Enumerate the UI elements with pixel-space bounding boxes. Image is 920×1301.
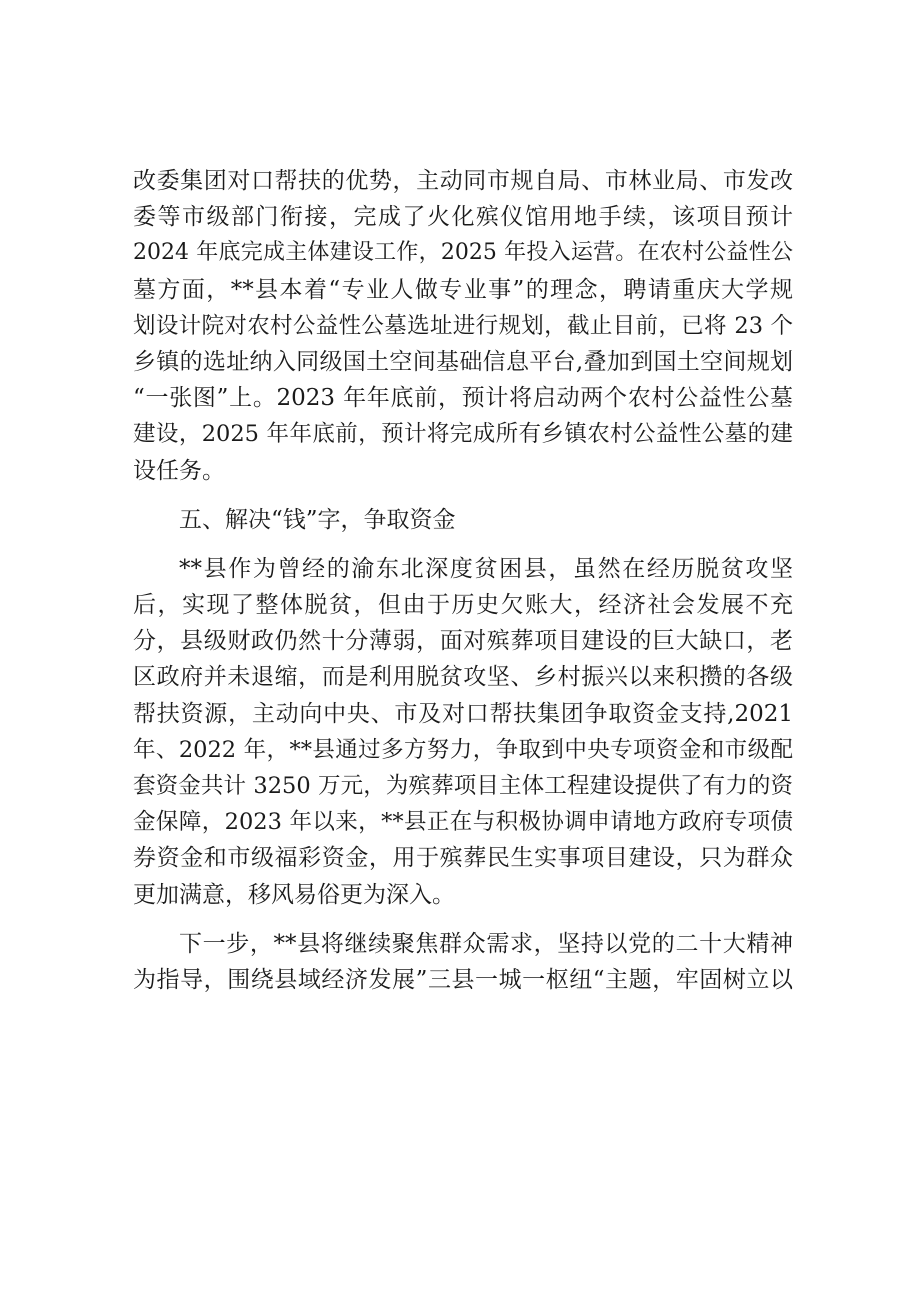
text-line: 下一步，**县将继续聚焦群众需求，坚持以党的二十大精神 [179, 930, 793, 957]
text-line: 划设计院对农村公益性公墓选址进行规划，截止目前，已将 23 个 [133, 312, 793, 339]
section-heading: 五、解决“钱”字，争取资金 [179, 506, 456, 533]
text-line: 墓方面，**县本着“专业人做专业事”的理念，聘请重庆大学规 [133, 276, 793, 303]
document-body [133, 163, 793, 998]
text-line: 更加满意，移风易俗更为深入。 [133, 881, 455, 908]
text-line: **县作为曾经的渝东北深度贫困县，虽然在经历脱贫攻坚 [179, 555, 793, 582]
text-line: 建设，2025 年年底前，预计将完成所有乡镇农村公益性公墓的建 [133, 421, 793, 448]
text-line: 乡镇的选址纳入同级国土空间基础信息平台,叠加到国土空间规划 [133, 348, 793, 375]
text-line: 设任务。 [133, 457, 225, 484]
text-line: 2024 年底完成主体建设工作，2025 年投入运营。在农村公益性公 [133, 240, 793, 266]
text-line: 券资金和市级福彩资金，用于殡葬民生实事项目建设，只为群众 [133, 845, 793, 872]
paragraph [133, 163, 793, 489]
text-line: “一张图”上。2023 年年底前，预计将启动两个农村公益性公墓 [133, 385, 793, 412]
text-line: 委等市级部门衔接，完成了火化殡仪馆用地手续，该项目预计 [133, 204, 793, 231]
text-line: 改委集团对口帮扶的优势，主动同市规自局、市林业局、市发改 [133, 168, 793, 194]
text-line: 分，县级财政仍然十分薄弱，面对殡葬项目建设的巨大缺口，老 [133, 628, 793, 655]
text-line: 年、2022 年，**县通过多方努力，争取到中央专项资金和市级配 [133, 736, 793, 763]
text-line: 套资金共计 3250 万元，为殡葬项目主体工程建设提供了有力的资 [133, 773, 793, 799]
paragraph [133, 551, 793, 913]
paragraph [133, 926, 793, 998]
text-line: 金保障，2023 年以来，**县正在与积极协调申请地方政府专项债 [133, 809, 793, 836]
text-line: 帮扶资源，主动向中央、市及对口帮扶集团争取资金支持,2021 [133, 700, 793, 727]
text-line: 为指导，围绕县域经济发展”三县一城一枢纽“主题，牢固树立以 [133, 966, 793, 993]
text-line: 后，实现了整体脱贫，但由于历史欠账大，经济社会发展不充 [133, 592, 793, 619]
text-line: 区政府并未退缩，而是利用脱贫攻坚、乡村振兴以来积攒的各级 [133, 664, 793, 691]
